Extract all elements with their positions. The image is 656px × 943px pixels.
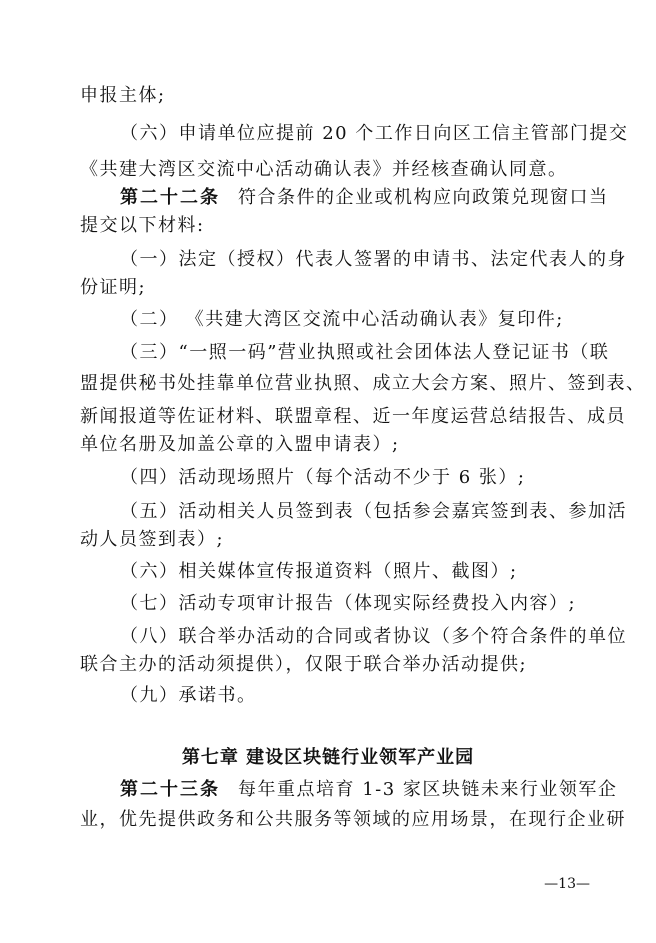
- text-line: [0, 78, 656, 114]
- line-text: （七）活动专项审计报告（体现实际经费投入内容）;: [120, 593, 577, 614]
- line-text: （四）活动现场照片（每个活动不少于 6 张）;: [120, 467, 526, 488]
- line-text: （六）相关媒体宣传报道资料（照片、截图）;: [120, 561, 518, 582]
- text-line: [0, 116, 656, 152]
- text-line: [0, 678, 656, 714]
- text-line: [0, 554, 656, 590]
- text-line: [0, 270, 656, 306]
- line-text: 联合主办的活动须提供），仅限于联合举办活动提供;: [80, 654, 528, 675]
- line-text: （九）承诺书。: [120, 685, 257, 706]
- line-text: 提交以下材料:: [80, 215, 205, 236]
- line-text: 申报主体;: [80, 85, 166, 106]
- line-text: （八）联合举办活动的合同或者协议（多个符合条件的单位: [120, 626, 627, 647]
- line-text: 盟提供秘书处挂靠单位营业执照、成立大会方案、照片、签到表、: [80, 373, 646, 394]
- line-text: （二） 《共建大湾区交流中心活动确认表》复印件;: [120, 309, 564, 330]
- line-text: 符合条件的企业或机构应向政策兑现窗口当: [238, 187, 609, 208]
- text-line: [0, 302, 656, 338]
- text-line: [0, 522, 656, 558]
- line-text: 新闻报道等佐证材料、联盟章程、近一年度运营总结报告、成员: [80, 406, 626, 427]
- text-line: [0, 460, 656, 496]
- line-text: 每年重点培育 1-3 家区块链未来行业领军企: [238, 779, 618, 800]
- text-line: [0, 802, 656, 838]
- line-text: 动人员签到表）;: [80, 529, 225, 550]
- text-line: [0, 366, 656, 402]
- article-23-label: 第二十三条: [120, 779, 220, 800]
- line-text: （一）法定（授权）代表人签署的申请书、法定代表人的身: [120, 249, 627, 270]
- line-text: （五）活动相关人员签到表（包括参会嘉宾签到表、参加活: [120, 501, 627, 522]
- chapter-heading: 第七章 建设区块链行业领军产业园: [181, 747, 475, 768]
- text-line: [0, 586, 656, 622]
- line-text: （六）申请单位应提前 20 个工作日向区工信主管部门提交: [120, 123, 629, 144]
- line-text: 业，优先提供政务和公共服务等领域的应用场景，在现行企业研: [80, 809, 626, 830]
- line-text: 单位名册及加盖公章的入盟申请表）;: [80, 434, 400, 455]
- line-text: 份证明;: [80, 277, 147, 298]
- line-text: 《共建大湾区交流中心活动确认表》并经核查确认同意。: [80, 159, 568, 180]
- article-22-label: 第二十二条: [120, 187, 220, 208]
- line-text: （三）“一照一码”营业执照或社会团体法人登记证书（联: [120, 342, 610, 363]
- text-line: [0, 208, 656, 244]
- page-number: —13—: [544, 876, 590, 892]
- text-line: [0, 427, 656, 463]
